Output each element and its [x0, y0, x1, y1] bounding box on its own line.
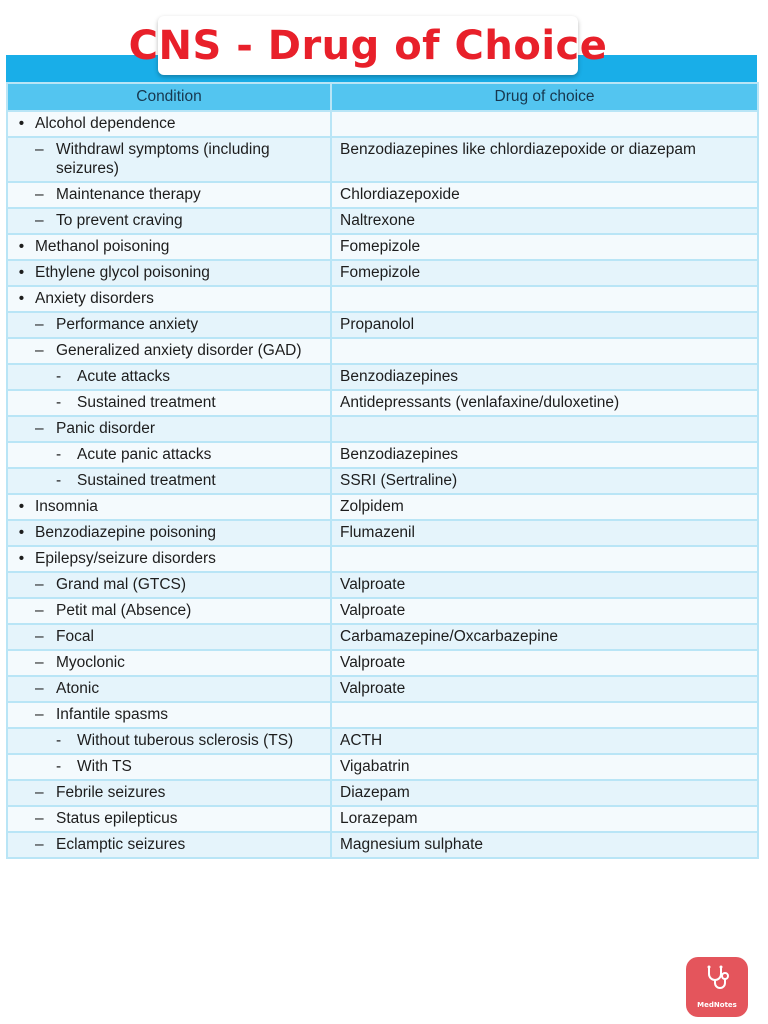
drug-cell: Zolpidem — [331, 494, 758, 520]
row-marker: – — [35, 316, 44, 333]
condition-cell — [7, 624, 331, 650]
table-row — [7, 111, 758, 137]
row-marker: – — [35, 680, 44, 697]
condition-text: Grand mal (GTCS) — [56, 576, 187, 593]
row-marker: – — [35, 836, 44, 853]
drug-table-wrapper — [6, 82, 757, 859]
table-row — [7, 208, 758, 234]
table-row — [7, 390, 758, 416]
drug-cell: Valproate — [331, 598, 758, 624]
condition-cell — [7, 546, 331, 572]
drug-cell — [331, 702, 758, 728]
row-marker: • — [18, 290, 25, 307]
condition-text: Infantile spasms — [56, 706, 168, 723]
drug-cell: Valproate — [331, 676, 758, 702]
drug-cell: Antidepressants (venlafaxine/duloxetine) — [331, 390, 758, 416]
condition-cell — [7, 442, 331, 468]
drug-cell: Benzodiazepines like chlordiazepoxide or diazepam — [331, 137, 758, 182]
drug-cell: Lorazepam — [331, 806, 758, 832]
row-marker: – — [35, 706, 44, 723]
condition-cell — [7, 832, 331, 858]
table-row — [7, 234, 758, 260]
drug-cell: ACTH — [331, 728, 758, 754]
condition-cell — [7, 111, 331, 137]
condition-text: Panic disorder — [56, 420, 156, 437]
drug-cell — [331, 286, 758, 312]
condition-text: Insomnia — [35, 498, 98, 515]
condition-text: Atonic — [56, 680, 100, 697]
drug-cell: Carbamazepine/Oxcarbazepine — [331, 624, 758, 650]
condition-text: With TS — [77, 758, 132, 775]
condition-cell — [7, 390, 331, 416]
condition-text: Sustained treatment — [77, 472, 216, 489]
condition-text: Generalized anxiety disorder (GAD) — [56, 342, 302, 359]
table-row — [7, 364, 758, 390]
drug-cell: Benzodiazepines — [331, 364, 758, 390]
condition-cell — [7, 780, 331, 806]
title-box — [128, 16, 608, 75]
condition-text: Focal — [56, 628, 94, 645]
condition-cell — [7, 728, 331, 754]
row-marker: • — [18, 524, 25, 541]
row-marker: – — [35, 628, 44, 645]
row-marker: - — [56, 472, 62, 489]
row-marker: - — [56, 446, 62, 463]
table-row — [7, 832, 758, 858]
condition-text: Methanol poisoning — [35, 238, 170, 255]
condition-cell — [7, 416, 331, 442]
condition-text: Acute panic attacks — [77, 446, 212, 463]
row-marker: • — [18, 550, 25, 567]
condition-cell — [7, 468, 331, 494]
row-marker: – — [35, 212, 44, 229]
condition-text: Petit mal (Absence) — [56, 602, 192, 619]
table-row — [7, 676, 758, 702]
condition-cell — [7, 702, 331, 728]
condition-cell — [7, 572, 331, 598]
condition-cell — [7, 260, 331, 286]
drug-cell: Propanolol — [331, 312, 758, 338]
page-title: CNS - Drug of Choice — [128, 22, 608, 69]
drug-table — [6, 82, 759, 859]
condition-text: Without tuberous sclerosis (TS) — [77, 732, 294, 749]
drug-cell — [331, 546, 758, 572]
table-row — [7, 754, 758, 780]
table-row — [7, 338, 758, 364]
table-row — [7, 780, 758, 806]
condition-text: Maintenance therapy — [56, 186, 201, 203]
drug-cell: Chlordiazepoxide — [331, 182, 758, 208]
row-marker: – — [35, 810, 44, 827]
header-drug: Drug of choice — [331, 83, 758, 111]
row-marker: – — [35, 186, 44, 203]
condition-text: Ethylene glycol poisoning — [35, 264, 210, 281]
row-marker: – — [35, 342, 44, 359]
table-row — [7, 442, 758, 468]
condition-cell — [7, 364, 331, 390]
condition-cell — [7, 338, 331, 364]
row-marker: – — [35, 602, 44, 619]
table-body — [7, 111, 758, 858]
drug-cell — [331, 338, 758, 364]
condition-cell — [7, 754, 331, 780]
condition-text: Acute attacks — [77, 368, 171, 385]
condition-text: To prevent craving — [56, 212, 183, 229]
condition-cell — [7, 312, 331, 338]
drug-cell — [331, 416, 758, 442]
condition-text: Withdrawl symptoms (including seizures) — [56, 141, 270, 177]
condition-cell — [7, 520, 331, 546]
drug-cell: Valproate — [331, 650, 758, 676]
row-marker: • — [18, 498, 25, 515]
table-header-row — [7, 83, 758, 111]
drug-cell: SSRI (Sertraline) — [331, 468, 758, 494]
condition-text: Status epilepticus — [56, 810, 178, 827]
condition-text: Eclamptic seizures — [56, 836, 186, 853]
table-row — [7, 468, 758, 494]
table-row — [7, 494, 758, 520]
table-row — [7, 702, 758, 728]
condition-cell — [7, 598, 331, 624]
row-marker: - — [56, 758, 62, 775]
condition-cell — [7, 208, 331, 234]
condition-text: Epilepsy/seizure disorders — [35, 550, 216, 567]
condition-text: Benzodiazepine poisoning — [35, 524, 216, 541]
row-marker: – — [35, 654, 44, 671]
drug-cell: Vigabatrin — [331, 754, 758, 780]
row-marker: • — [18, 264, 25, 281]
condition-cell — [7, 650, 331, 676]
row-marker: - — [56, 732, 62, 749]
condition-text: Myoclonic — [56, 654, 125, 671]
row-marker: – — [35, 141, 44, 158]
condition-cell — [7, 286, 331, 312]
mednotes-logo — [686, 957, 748, 1017]
table-row — [7, 416, 758, 442]
table-row — [7, 598, 758, 624]
condition-text: Febrile seizures — [56, 784, 166, 801]
condition-cell — [7, 806, 331, 832]
table-row — [7, 806, 758, 832]
drug-cell: Magnesium sulphate — [331, 832, 758, 858]
table-row — [7, 624, 758, 650]
stethoscope-icon — [703, 964, 731, 990]
table-row — [7, 137, 758, 182]
drug-cell: Flumazenil — [331, 520, 758, 546]
drug-cell — [331, 111, 758, 137]
header-condition: Condition — [7, 83, 331, 111]
drug-cell: Valproate — [331, 572, 758, 598]
condition-cell — [7, 676, 331, 702]
table-row — [7, 312, 758, 338]
condition-text: Alcohol dependence — [35, 115, 176, 132]
table-row — [7, 260, 758, 286]
table-row — [7, 572, 758, 598]
drug-cell: Diazepam — [331, 780, 758, 806]
condition-cell — [7, 182, 331, 208]
table-row — [7, 728, 758, 754]
condition-text: Sustained treatment — [77, 394, 216, 411]
row-marker: • — [18, 115, 25, 132]
condition-text: Anxiety disorders — [35, 290, 154, 307]
condition-cell — [7, 234, 331, 260]
drug-cell: Naltrexone — [331, 208, 758, 234]
row-marker: – — [35, 784, 44, 801]
table-row — [7, 182, 758, 208]
condition-cell — [7, 137, 331, 182]
condition-text: Performance anxiety — [56, 316, 199, 333]
drug-cell: Benzodiazepines — [331, 442, 758, 468]
table-row — [7, 546, 758, 572]
row-marker: – — [35, 420, 44, 437]
row-marker: – — [35, 576, 44, 593]
table-row — [7, 650, 758, 676]
table-row — [7, 520, 758, 546]
table-row — [7, 286, 758, 312]
logo-label: MedNotes — [697, 1001, 737, 1009]
row-marker: - — [56, 394, 62, 411]
condition-cell — [7, 494, 331, 520]
row-marker: - — [56, 368, 62, 385]
row-marker: • — [18, 238, 25, 255]
drug-cell: Fomepizole — [331, 260, 758, 286]
drug-cell: Fomepizole — [331, 234, 758, 260]
